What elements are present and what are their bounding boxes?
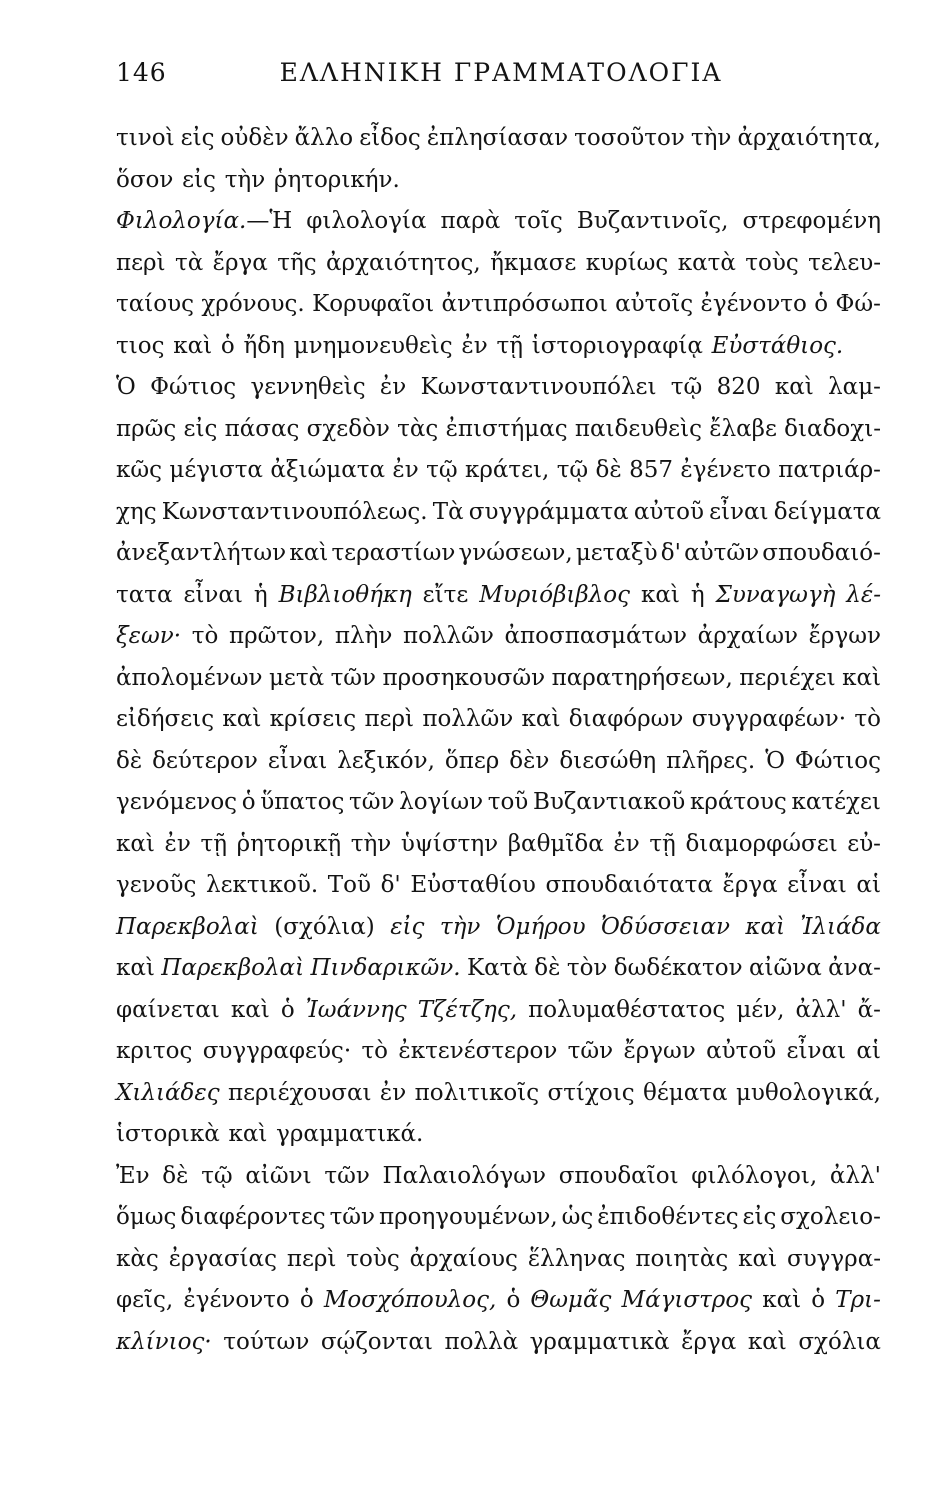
text-line: Φιλολογία.—Ἡ φιλολογία παρὰ τοῖς Βυζαντινοῖς, στρεφομένη — [116, 208, 881, 234]
text-line: δὲ δεύτερον εἶναι λεξικόν, ὅπερ δὲν διεσώθη πλῆρες. Ὁ Φώτιος — [116, 747, 881, 774]
text-line: κριτος συγγραφεύς· τὸ ἐκτενέστερον τῶν ἔργων αὐτοῦ εἶναι αἱ — [116, 1038, 881, 1064]
text-line: ὅσον εἰς τὴν ῥητορικήν. — [116, 166, 400, 193]
text-line: Ὁ Φώτιος γεννηθεὶς ἐν Κωνσταντινουπόλει τῷ 820 καὶ λαμ- — [116, 374, 881, 400]
text-line: τιος καὶ ὁ ἤδη μνημονευθεὶς ἐν τῇ ἱστοριογραφίᾳ Εὐστάθιος. — [116, 332, 844, 359]
text-line: ταίους χρόνους. Κορυφαῖοι ἀντιπρόσωποι αὐτοῖς ἐγένοντο ὁ Φώ- — [116, 291, 881, 317]
text-line: καὶ Παρεκβολαὶ Πινδαρικῶν. Κατὰ δὲ τὸν δωδέκατον αἰῶνα ἀνα- — [116, 955, 881, 981]
text-line: Χιλιάδες περιέχουσαι ἐν πολιτικοῖς στίχοις θέματα μυθολογικά, — [116, 1079, 881, 1106]
text-line: τατα εἶναι ἡ Βιβλιοθήκη εἴτε Μυριόβιβλος καὶ ἡ Συναγωγὴ λέ- — [116, 581, 881, 608]
page-number: 146 — [116, 58, 167, 87]
text-line: πρῶς εἰς πάσας σχεδὸν τὰς ἐπιστήμας παιδευθεὶς ἔλαβε διαδοχι- — [116, 415, 881, 442]
text-line: ξεων· τὸ πρῶτον, πλὴν πολλῶν ἀποσπασμάτων ἀρχαίων ἔργων — [116, 623, 881, 649]
text-line: γενόμενος ὁ ὕπατος τῶν λογίων τοῦ Βυζαντιακοῦ κράτους κατέχει — [116, 789, 881, 815]
text-line: χης Κωνσταντινουπόλεως. Τὰ συγγράμματα αὐτοῦ εἶναι δείγματα — [116, 498, 881, 525]
text-line: ἀπολομένων μετὰ τῶν προσηκουσῶν παρατηρήσεων, περιέχει καὶ — [116, 664, 881, 691]
text-line: περὶ τὰ ἔργα τῆς ἀρχαιότητος, ἤκμασε κυρίως κατὰ τοὺς τελευ- — [116, 249, 881, 276]
text-line: Παρεκβολαὶ (σχόλια) εἰς τὴν Ὁμήρου Ὀδύσσειαν καὶ Ἰλιάδα — [116, 913, 881, 940]
text-line: Ἐν δὲ τῷ αἰῶνι τῶν Παλαιολόγων σπουδαῖοι φιλόλογοι, ἀλλ' — [116, 1162, 881, 1189]
running-title: ΕΛΛΗΝΙΚΗ ΓΡΑΜΜΑΤΟΛΟΓΙΑ — [279, 58, 723, 87]
text-line: τινοὶ εἰς οὐδὲν ἄλλο εἶδος ἐπλησίασαν τοσοῦτον τὴν ἀρχαιότητα, — [116, 125, 881, 151]
text-line: φεῖς, ἐγένοντο ὁ Μοσχόπουλος, ὁ Θωμᾶς Μάγιστρος καὶ ὁ Τρι- — [116, 1287, 881, 1313]
text-line: καὶ ἐν τῇ ῥητορικῇ τὴν ὑψίστην βαθμῖδα ἐν τῇ διαμορφώσει εὐ- — [116, 830, 881, 857]
body-text — [116, 118, 881, 1363]
text-line: κλίνιος· τούτων σῴζονται πολλὰ γραμματικὰ ἔργα καὶ σχόλια — [116, 1328, 881, 1355]
text-line: ἱστορικὰ καὶ γραμματικά. — [116, 1121, 424, 1147]
text-line: ὅμως διαφέροντες τῶν προηγουμένων, ὡς ἐπιδοθέντες εἰς σχολειο- — [116, 1204, 881, 1230]
text-line: ἀνεξαντλήτων καὶ τεραστίων γνώσεων, μεταξὺ δ' αὐτῶν σπουδαιό- — [116, 540, 881, 566]
text-line: γενοῦς λεκτικοῦ. Τοῦ δ' Εὐσταθίου σπουδαιότατα ἔργα εἶναι αἱ — [116, 872, 881, 898]
text-line: κῶς μέγιστα ἀξιώματα ἐν τῷ κράτει, τῷ δὲ 857 ἐγένετο πατριάρ- — [116, 457, 881, 483]
text-line: κὰς ἐργασίας περὶ τοὺς ἀρχαίους ἕλληνας ποιητὰς καὶ συγγρα- — [116, 1245, 881, 1272]
text-line: φαίνεται καὶ ὁ Ἰωάννης Τζέτζης, πολυμαθέστατος μέν, ἀλλ' ἄ- — [116, 996, 881, 1023]
page-header — [116, 58, 886, 98]
text-line: εἰδήσεις καὶ κρίσεις περὶ πολλῶν καὶ διαφόρων συγγραφέων· τὸ — [116, 706, 881, 732]
